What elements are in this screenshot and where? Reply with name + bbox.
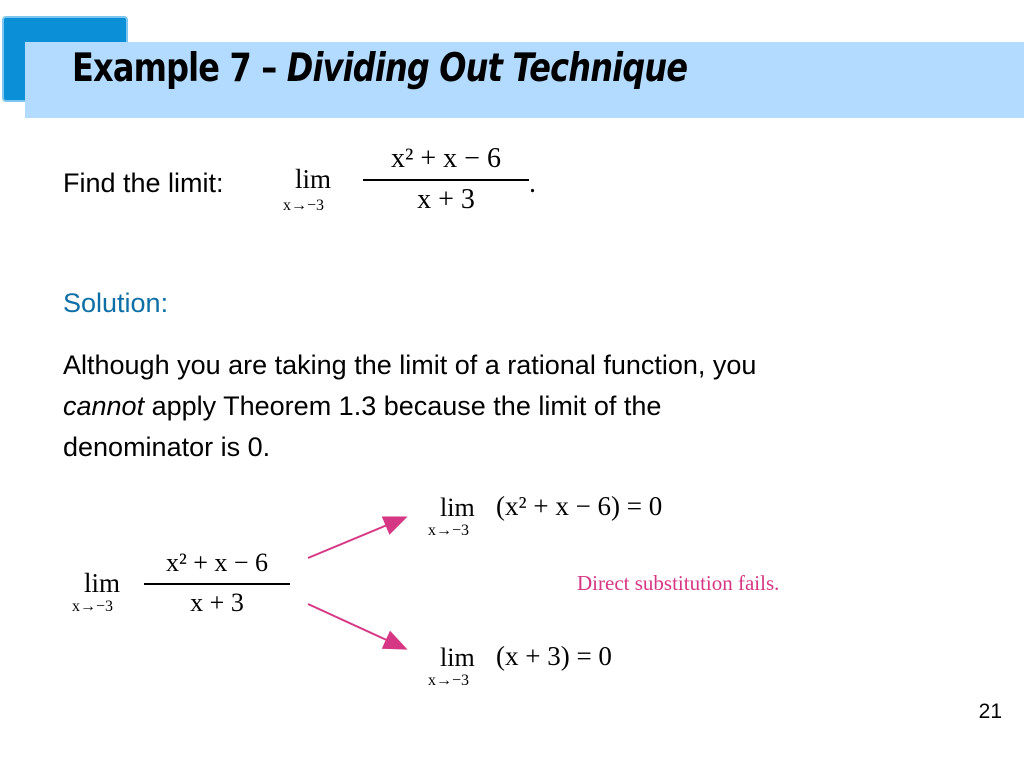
direct-substitution-note: Direct substitution fails. [577,571,780,595]
title-italic: Dividing Out Technique [286,46,688,91]
denominator: x + 3 [417,184,475,215]
page-number: 21 [978,700,1002,723]
diagram-denominator: x + 3 [190,588,244,617]
solution-label: Solution: [63,288,169,318]
explanation-line-2-rest: apply Theorem 1.3 because the limit of the [144,391,662,421]
denominator-lim-subscript: x→−3 [428,672,470,689]
diagram-lim-word: lim [84,568,121,598]
find-limit-label: Find the limit: [63,168,224,198]
diagram-numerator: x² + x − 6 [165,548,269,577]
lim-word: lim [295,164,332,194]
denominator-limit-expr: (x + 3) = 0 [496,641,612,671]
lim-subscript: x→−3 [283,197,325,214]
title-prefix: Example 7 – [72,46,287,91]
cannot-emphasis: cannot [63,391,145,421]
numerator-limit [428,490,748,544]
arrow-down [308,604,404,648]
explanation-line-3: denominator is 0. [63,432,271,462]
arrow-up [308,518,404,558]
numerator-lim-word: lim [440,493,475,522]
numerator-limit-expr: (x² + x − 6) = 0 [496,491,663,521]
denominator-limit [428,640,688,694]
numerator: x² + x − 6 [391,143,501,174]
numerator-lim-subscript: x→−3 [428,522,470,539]
denominator-lim-word: lim [440,643,475,672]
explanation-line-1: Although you are taking the limit of a rational function, you [63,350,757,380]
diagram-lim-subscript: x→−3 [72,598,114,615]
period: . [529,168,536,199]
